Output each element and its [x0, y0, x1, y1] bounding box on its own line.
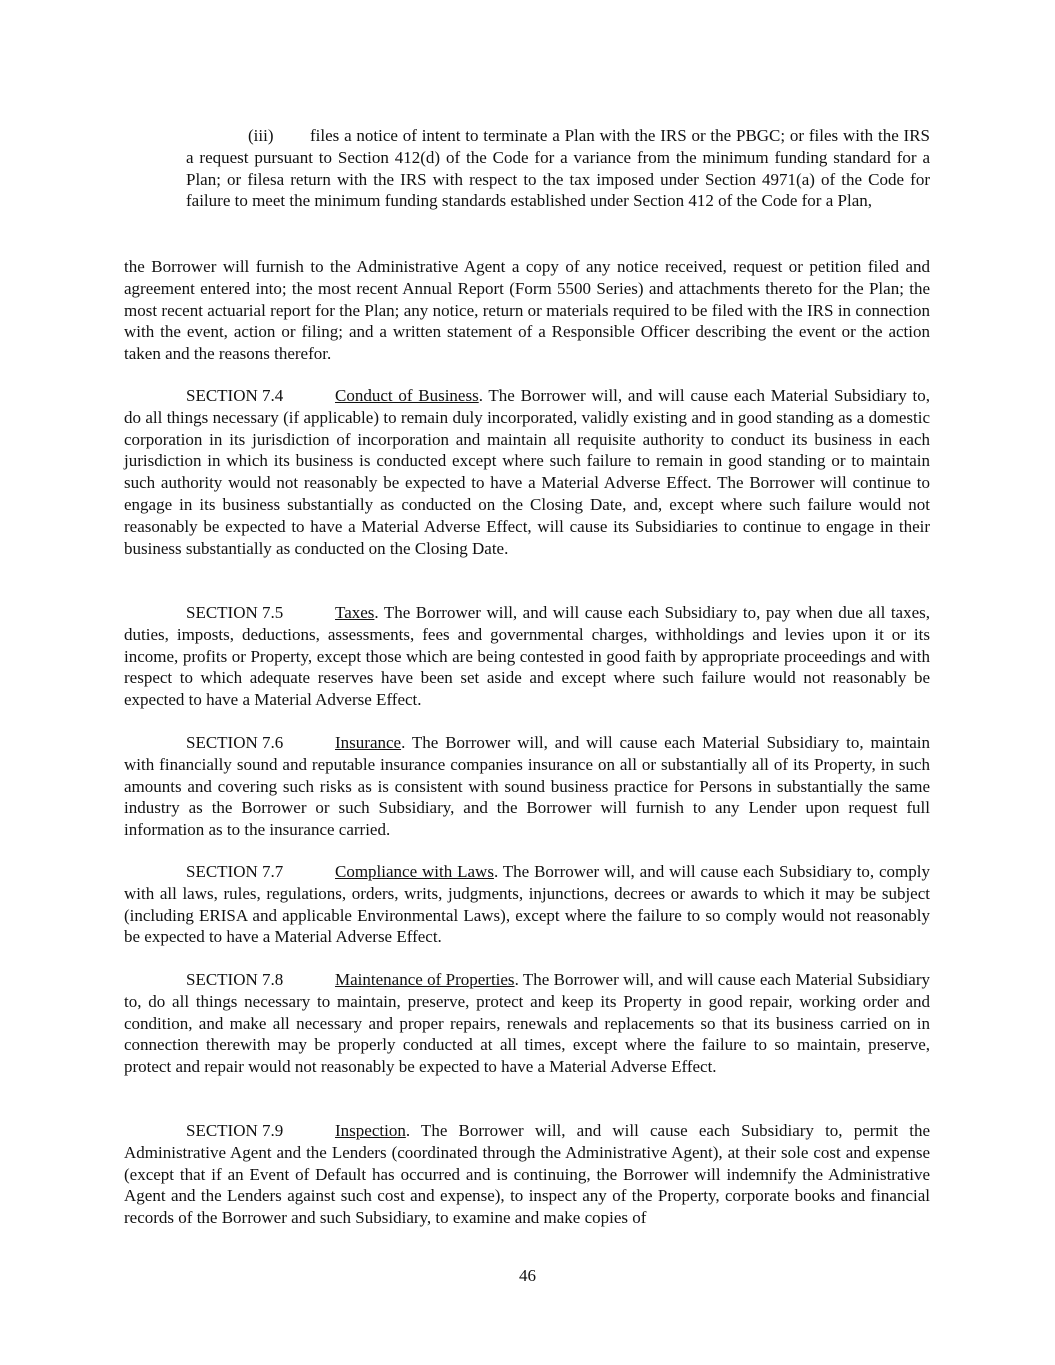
section-number: SECTION 7.7	[186, 862, 284, 881]
section-text: . The Borrower will, and will cause each Material Subsidiary to, do all things necessary to maintain, preserve, protect and keep its Property in good repair, working order and condition, and make all necessary and proper repairs, renewals and replacements so that its business carried on in connection therewith may be properly conducted at all times, except where the failure to so maintain, preserve, protect and repair would not reasonably be expected to have a Material Adverse Effect.	[124, 970, 930, 1077]
section-number: SECTION 7.9	[186, 1121, 284, 1140]
section-number: SECTION 7.6	[186, 733, 284, 752]
page-number: 46	[519, 1266, 536, 1285]
section-text: . The Borrower will, and will cause each Subsidiary to, pay when due all taxes, duties, imposts, deductions, assessments, fees and governmental charges, withholdings and levies upon it or its income, profits or Property, except those which are being contested in good faith by appropriate proceedings and with respect to which adequate reserves have been set aside and except where such failure would not reasonably be expected to have a Material Adverse Effect.	[124, 603, 930, 710]
section-7-6	[124, 732, 930, 841]
section-number: SECTION 7.8	[186, 970, 284, 989]
section-title: Compliance with Laws	[335, 862, 494, 881]
section-7-7	[124, 861, 930, 948]
clause-marker: (iii)	[248, 126, 274, 145]
section-text: . The Borrower will, and will cause each Subsidiary to, permit the Administrative Agent and the Lenders (coordinated through the Administrative Agent), at their sole cost and expense (except that if an Event of Default has occurred and is continuing, the Borrower will indemnify the Administrative Agent and the Lenders against such cost and expense), to inspect any of the Property, corporate books and financial records of the Borrower and such Subsidiary, to examine and make copies of	[124, 1121, 930, 1228]
clause-iii	[186, 125, 930, 212]
section-7-4	[124, 385, 930, 559]
section-text: . The Borrower will, and will cause each Material Subsidiary to, do all things necessary (if applicable) to remain duly incorporated, validly existing and in good standing as a domestic corporation in its jurisdiction of incorporation and maintain all requisite authority to conduct its business in each jurisdiction in which its business is conducted except where such failure to remain in good standing or to maintain such authority would not reasonably be expected to have a Material Adverse Effect. The Borrower will continue to engage in its business substantially as conducted on the Closing Date, and, except where such failure would not reasonably be expected to have a Material Adverse Effect, will cause its Subsidiaries to continue to engage in their business substantially as conducted on the Closing Date.	[124, 386, 930, 558]
section-text: . The Borrower will, and will cause each Material Subsidiary to, maintain with financially sound and reputable insurance companies insurance on all or substantially all of its Property, in such amounts and covering such risks as is consistent with sound business practice for Persons in substantially the same industry as the Borrower or such Subsidiary, and the Borrower will furnish to any Lender upon request full information as to the insurance carried.	[124, 733, 930, 840]
section-7-9	[124, 1120, 930, 1229]
clause-text: files a notice of intent to terminate a Plan with the IRS or the PBGC; or files with the IRS a request pursuant to Section 412(d) of the Code for a variance from the minimum funding standard for a Plan; or filesa return with the IRS with respect to the tax imposed under Section 4971(a) of the Code for failure to meet the minimum funding standards established under Section 412 of the Code for a Plan,	[186, 126, 930, 211]
section-title: Insurance	[335, 733, 402, 752]
section-title: Maintenance of Properties	[335, 970, 515, 989]
section-text: . The Borrower will, and will cause each Subsidiary to, comply with all laws, rules, regulations, orders, writs, judgments, injunctions, decrees or awards to which it may be subject (including ERISA and applicable Environmental Laws), except where the failure to so comply would not reasonably be expected to have a Material Adverse Effect.	[124, 862, 930, 947]
section-title: Conduct of Business	[335, 386, 479, 405]
section-number: SECTION 7.5	[186, 603, 284, 622]
section-title: Inspection	[335, 1121, 406, 1140]
section-number: SECTION 7.4	[186, 386, 284, 405]
section-title: Taxes	[335, 603, 375, 622]
section-7-5	[124, 602, 930, 711]
continuation-paragraph: the Borrower will furnish to the Administrative Agent a copy of any notice received, request or petition filed and agreement entered into; the most recent Annual Report (Form 5500 Series) and attachments thereto for the Plan; the most recent actuarial report for the Plan; any notice, return or materials required to be filed with the IRS in connection with the event, action or filing; and a written statement of a Responsible Officer describing the event or the action taken and the reasons therefor.	[124, 257, 930, 364]
section-7-8	[124, 969, 930, 1078]
